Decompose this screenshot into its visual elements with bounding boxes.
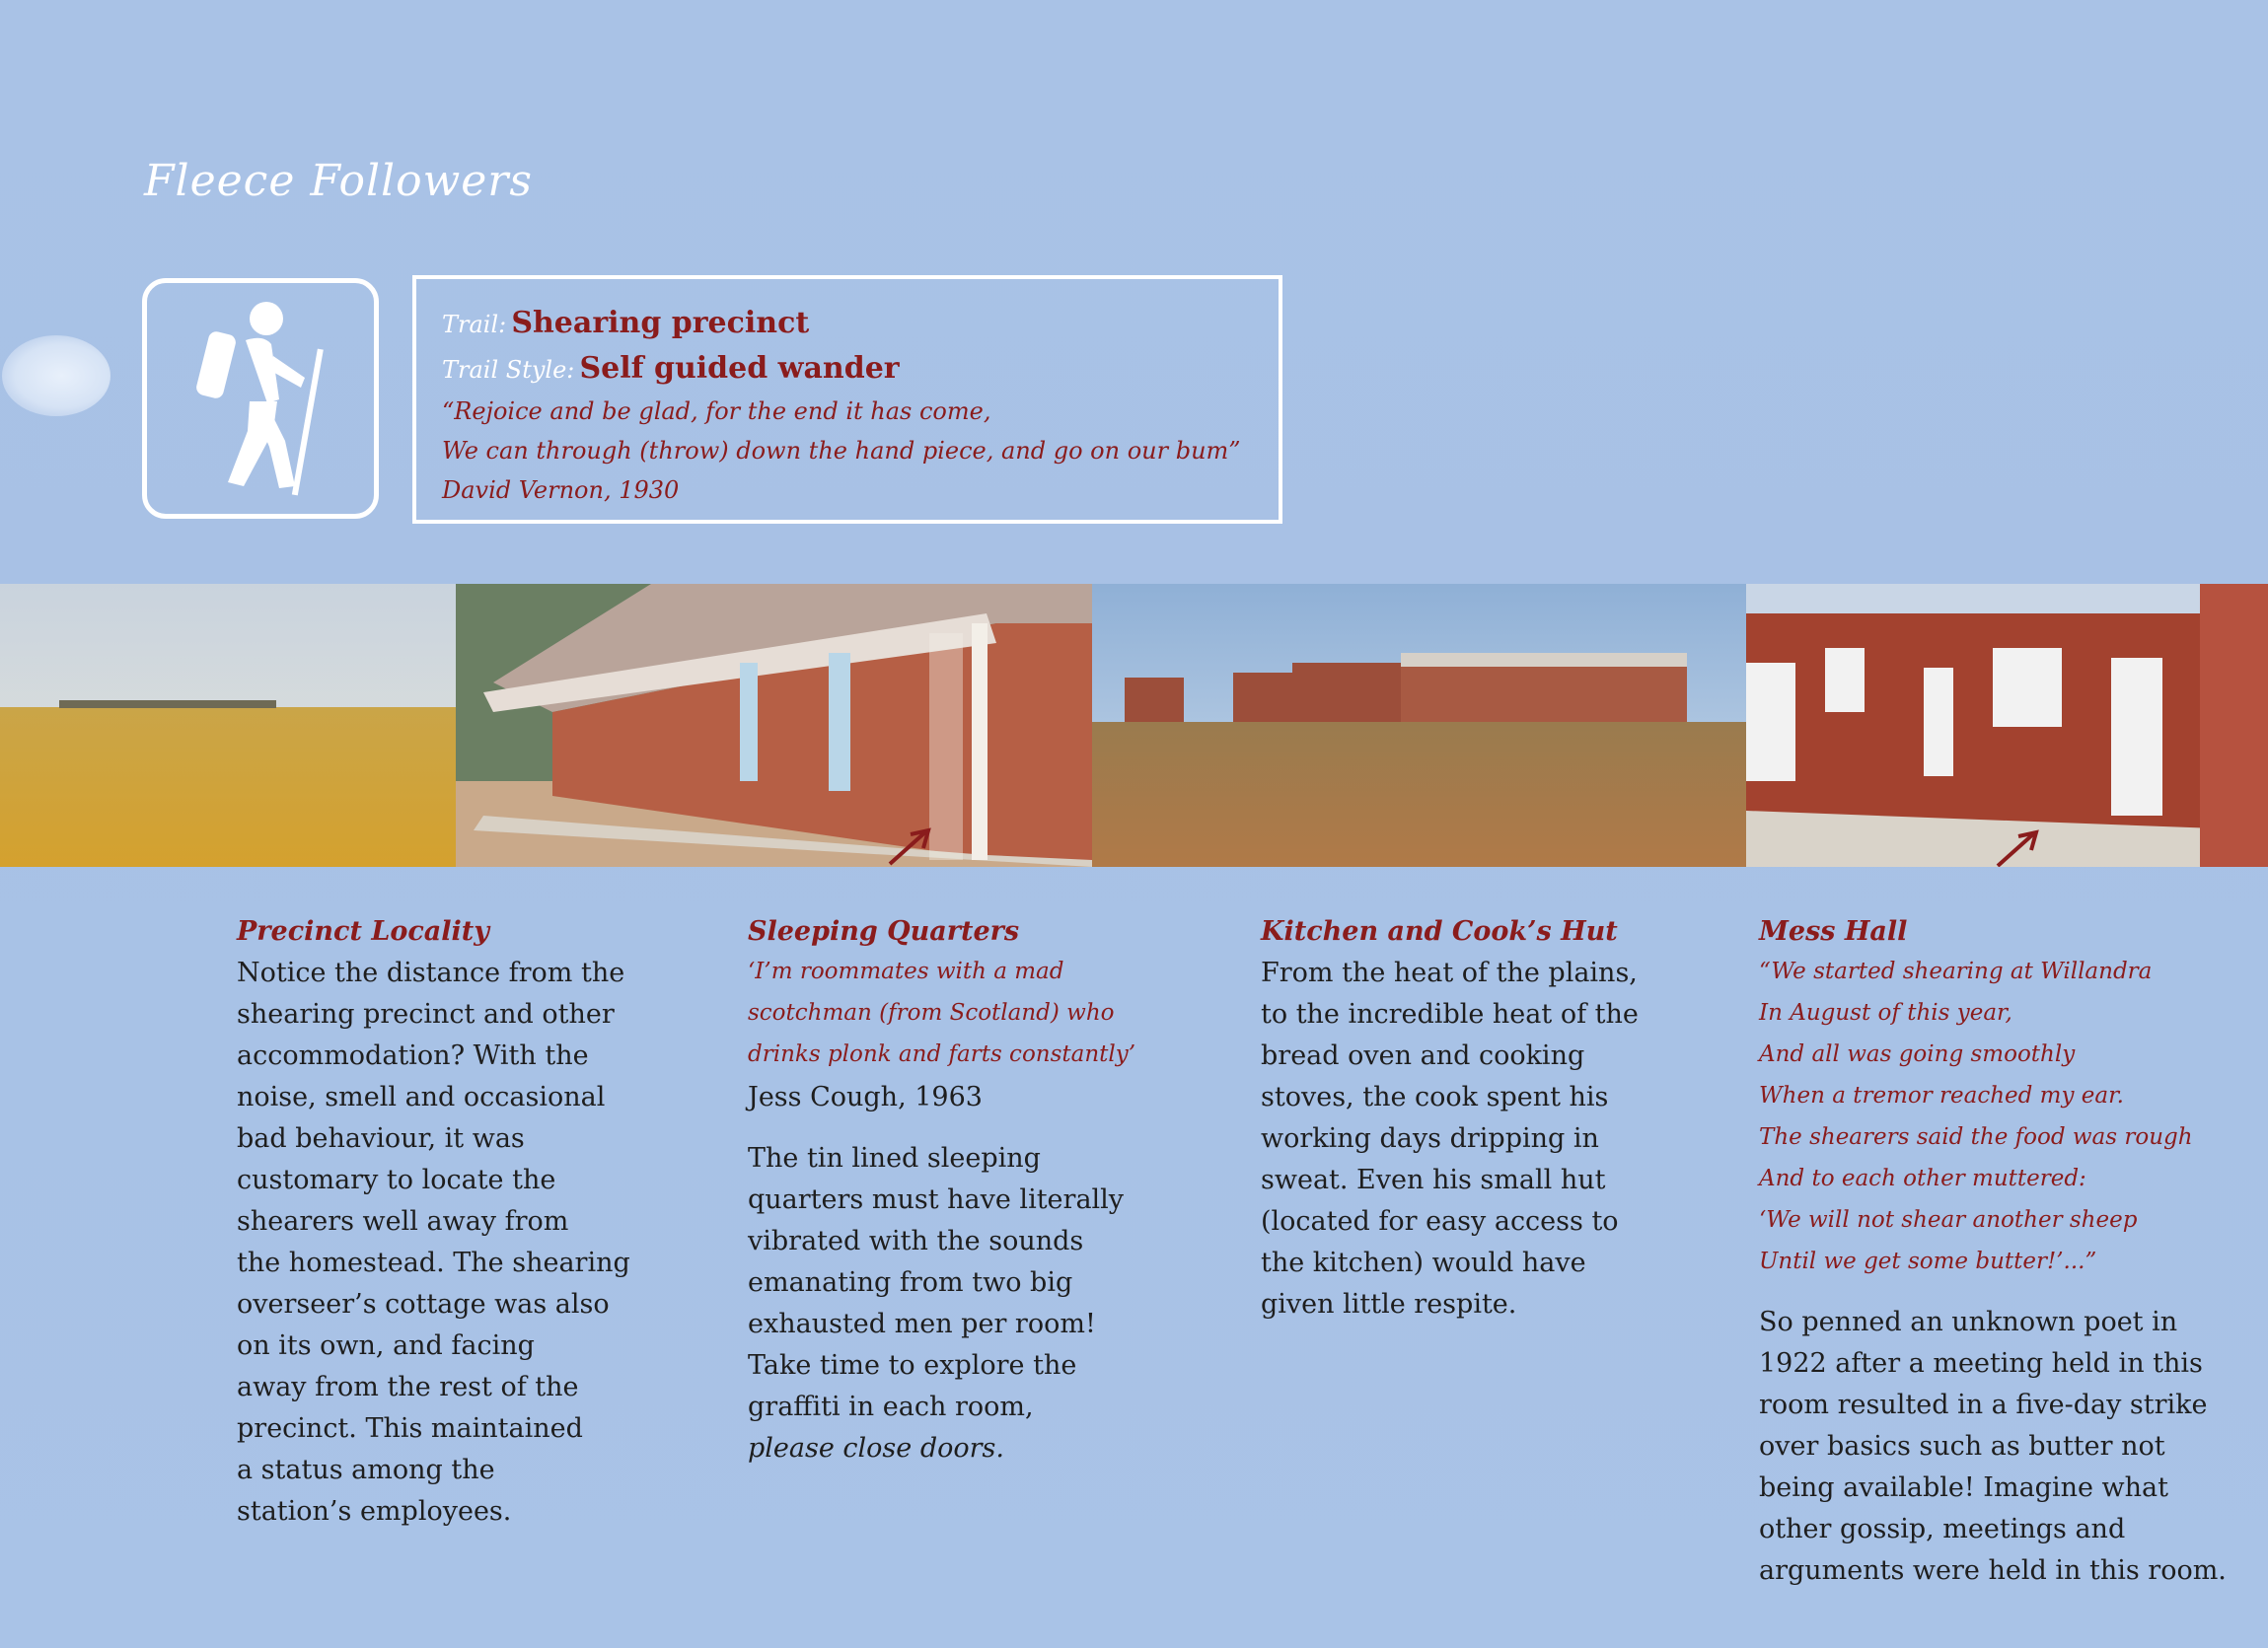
section-heading: Mess Hall <box>1759 916 1908 947</box>
quote-line: In August of this year, <box>1759 1000 2012 1026</box>
quote-line: ‘We will not shear another sheep <box>1759 1207 2138 1233</box>
body-line: 1922 after a meeting held in this <box>1759 1348 2203 1379</box>
section-body <box>237 953 630 1533</box>
body-line: room resulted in a five-day strike <box>1759 1390 2208 1420</box>
body-line: The tin lined sleeping <box>748 1143 1041 1174</box>
body-line: stoves, the cook spent his <box>1261 1082 1609 1112</box>
body-line: Notice the distance from the <box>237 958 625 988</box>
photo-mess-hall <box>1746 584 2268 867</box>
body-line: (located for easy access to <box>1261 1206 1619 1237</box>
decorative-blob <box>2 335 110 416</box>
body-line: customary to locate the <box>237 1165 556 1195</box>
trail-value: Shearing precinct <box>511 306 810 340</box>
trail-quote-line: “Rejoice and be glad, for the end it has come, <box>442 397 991 425</box>
quote-line: When a tremor reached my ear. <box>1759 1083 2124 1109</box>
section-precinct-locality <box>237 913 630 1533</box>
quote-line: “We started shearing at Willandra <box>1759 959 2153 984</box>
body-line: noise, smell and occasional <box>237 1082 606 1112</box>
photo-kitchen <box>1092 584 1746 867</box>
quote-line: And all was going smoothly <box>1759 1041 2076 1067</box>
quote-line: ‘I’m roommates with a mad <box>748 959 1064 984</box>
trail-info-box <box>412 275 1282 524</box>
page-title: Fleece Followers <box>144 156 533 206</box>
hiker-icon <box>147 283 374 514</box>
section-mess-hall <box>1759 913 2227 1592</box>
trail-style-value: Self guided wander <box>579 351 900 386</box>
body-line: the homestead. The shearing <box>237 1248 630 1278</box>
body-line: quarters must have literally <box>748 1184 1125 1215</box>
attribution-line: Jess Cough, 1963 <box>748 1082 983 1112</box>
body-line: over basics such as butter not <box>1759 1431 2165 1462</box>
section-body <box>748 1138 1135 1469</box>
section-quote <box>1759 951 2227 1282</box>
body-line: accommodation? With the <box>237 1040 589 1071</box>
section-body <box>1261 953 1639 1326</box>
body-line: overseer’s cottage was also <box>237 1289 610 1320</box>
body-line: shearers well away from <box>237 1206 569 1237</box>
quote-line: The shearers said the food was rough <box>1759 1124 2193 1150</box>
body-line: given little respite. <box>1261 1289 1517 1320</box>
body-line: on its own, and facing <box>237 1330 535 1361</box>
body-line: sweat. Even his small hut <box>1261 1165 1606 1195</box>
trail-style-row <box>442 346 1257 392</box>
trail-quote-attribution: David Vernon, 1930 <box>442 476 680 504</box>
trail-key: Trail: <box>442 311 507 338</box>
trail-quote-line: We can through (throw) down the hand piece, and go on our bum” <box>442 437 1241 465</box>
photo-sleeping-quarters <box>456 584 1092 867</box>
quote-line: And to each other muttered: <box>1759 1166 2086 1191</box>
quote-line: Until we get some butter!’...” <box>1759 1249 2097 1274</box>
body-line: So penned an unknown poet in <box>1759 1307 2178 1337</box>
section-quote <box>748 951 1135 1075</box>
section-heading: Precinct Locality <box>237 916 489 947</box>
body-line: arguments were held in this room. <box>1759 1555 2227 1586</box>
trail-row <box>442 301 1257 346</box>
body-line: bad behaviour, it was <box>237 1123 525 1154</box>
quote-line: scotchman (from Scotland) who <box>748 1000 1115 1026</box>
body-line: station’s employees. <box>237 1496 512 1527</box>
body-line: vibrated with the sounds <box>748 1226 1084 1256</box>
trail-style-key: Trail Style: <box>442 356 575 384</box>
section-heading: Kitchen and Cook’s Hut <box>1261 916 1618 947</box>
body-line: precinct. This maintained <box>237 1413 583 1444</box>
quote-line: drinks plonk and farts constantly’ <box>748 1041 1136 1067</box>
body-line: to the incredible heat of the <box>1261 999 1639 1030</box>
body-line: other gossip, meetings and <box>1759 1514 2126 1544</box>
section-body <box>1759 1302 2227 1592</box>
closing-line: please close doors. <box>748 1433 1004 1464</box>
section-kitchen-cooks-hut <box>1261 913 1639 1326</box>
body-line: graffiti in each room, <box>748 1392 1034 1422</box>
body-line: Take time to explore the <box>748 1350 1077 1381</box>
body-line: the kitchen) would have <box>1261 1248 1586 1278</box>
body-line: bread oven and cooking <box>1261 1040 1585 1071</box>
hiker-icon-frame <box>142 278 379 519</box>
photo-field <box>0 584 456 867</box>
body-line: shearing precinct and other <box>237 999 615 1030</box>
body-line: emanating from two big <box>748 1267 1073 1298</box>
body-line: working days dripping in <box>1261 1123 1599 1154</box>
body-line: away from the rest of the <box>237 1372 579 1402</box>
section-sleeping-quarters <box>748 913 1135 1469</box>
photo-strip <box>0 584 2268 867</box>
body-line: a status among the <box>237 1455 495 1485</box>
body-line: From the heat of the plains, <box>1261 958 1638 988</box>
body-line: being available! Imagine what <box>1759 1472 2168 1503</box>
section-heading: Sleeping Quarters <box>748 916 1020 947</box>
quote-attribution <box>748 1077 1135 1118</box>
body-line: exhausted men per room! <box>748 1309 1096 1339</box>
